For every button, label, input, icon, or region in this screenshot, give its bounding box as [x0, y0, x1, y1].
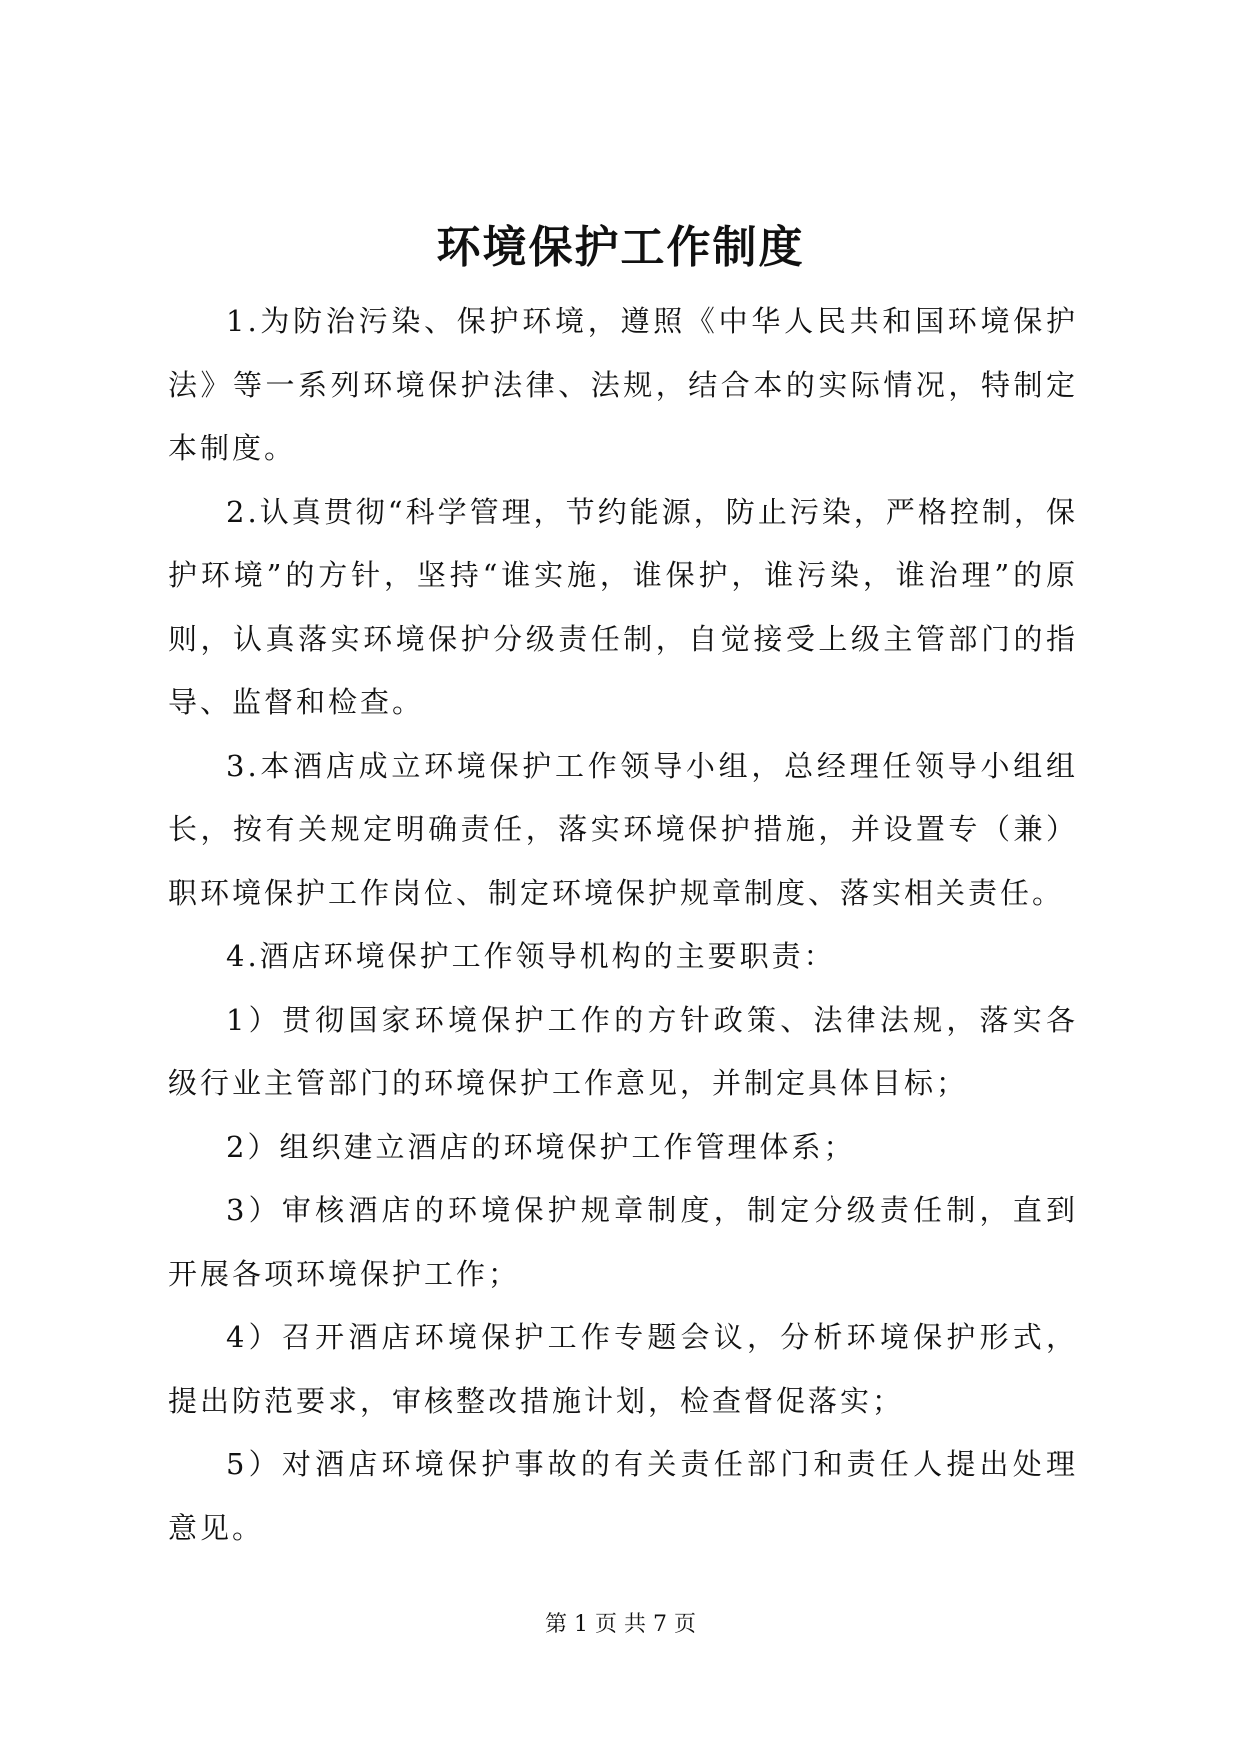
- paragraph-1: 1.为防治污染、保护环境，遵照《中华人民共和国环境保护法》等一系列环境保护法律、法规，结合本的实际情况，特制定本制度。: [168, 304, 1078, 465]
- page-footer: 第 1 页 共 7 页: [545, 1612, 696, 1637]
- list-item-1: 1）贯彻国家环境保护工作的方针政策、法律法规，落实各级行业主管部门的环境保护工作意见，并制定具体目标；: [168, 1002, 1078, 1100]
- list-item-5: 5）对酒店环境保护事故的有关责任部门和责任人提出处理意见。: [168, 1447, 1078, 1545]
- list-item-4: 4）召开酒店环境保护工作专题会议，分析环境保护形式，提出防范要求，审核整改措施计划，检查督促落实；: [168, 1320, 1078, 1418]
- document-body: [168, 290, 1078, 1560]
- paragraph-4: 4.酒店环境保护工作领导机构的主要职责：: [226, 939, 836, 973]
- paragraph-2: 2.认真贯彻“科学管理，节约能源，防止污染，严格控制，保护环境”的方针，坚持“谁实施，谁保护，谁污染，谁治理”的原则，认真落实环境保护分级责任制，自觉接受上级主管部门的指导、监督和检查。: [168, 494, 1078, 719]
- list-item-2: 2）组织建立酒店的环境保护工作管理体系；: [226, 1129, 856, 1164]
- document-title: 环境保护工作制度: [436, 222, 805, 273]
- list-item-3: 3）审核酒店的环境保护规章制度，制定分级责任制，直到开展各项环境保护工作；: [168, 1193, 1078, 1291]
- paragraph-3: 3.本酒店成立环境保护工作领导小组，总经理任领导小组组长，按有关规定明确责任，落实环境保护措施，并设置专（兼）职环境保护工作岗位、制定环境保护规章制度、落实相关责任。: [168, 748, 1078, 910]
